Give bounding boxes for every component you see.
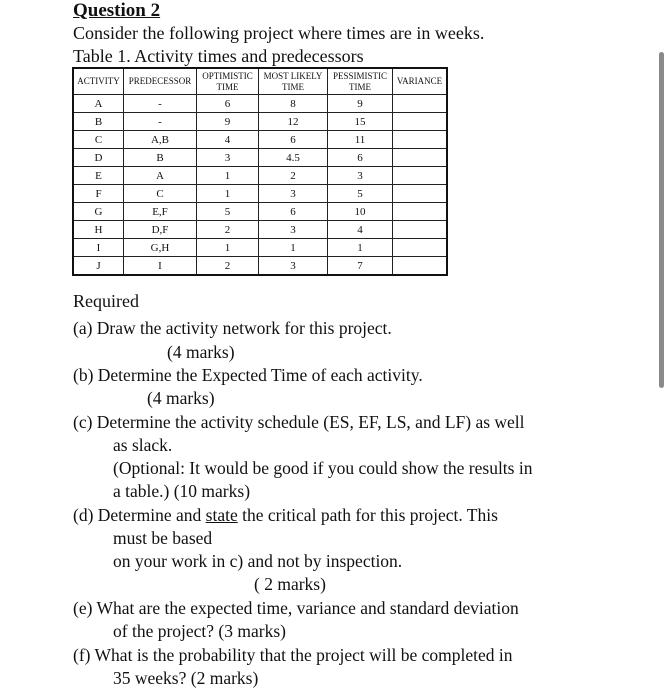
table-row — [73, 149, 447, 167]
cell-variance — [393, 185, 448, 203]
table-row — [73, 113, 447, 131]
cell-pessimistic: 7 — [328, 257, 393, 276]
cell-pessimistic: 3 — [328, 167, 393, 185]
header-variance: VARIANCE — [393, 68, 448, 95]
cell-activity: B — [73, 113, 124, 131]
cell-activity: A — [73, 95, 124, 113]
required-heading: Required — [73, 291, 139, 311]
cell-variance — [393, 221, 448, 239]
table-row — [73, 257, 447, 276]
cell-pessimistic: 10 — [328, 203, 393, 221]
table-row — [73, 239, 447, 257]
cell-predecessor: I — [124, 257, 197, 276]
activity-table — [72, 67, 448, 276]
cell-pessimistic: 11 — [328, 131, 393, 149]
cell-activity: I — [73, 239, 124, 257]
cell-activity: G — [73, 203, 124, 221]
cell-optimistic: 2 — [197, 257, 259, 276]
cell-most-likely: 6 — [259, 131, 328, 149]
table-row — [73, 185, 447, 203]
part-d-text: (d) Determine and state the critical path for this project. This — [73, 505, 498, 525]
cell-optimistic: 3 — [197, 149, 259, 167]
part-c-optional: (Optional: It would be good if you could show the results in — [113, 458, 533, 478]
table-row — [73, 221, 447, 239]
header-pessimistic: PESSIMISTIC TIME — [328, 68, 393, 95]
vertical-scrollbar[interactable] — [659, 52, 664, 388]
part-b-marks: (4 marks) — [147, 388, 215, 408]
part-e-text: (e) What are the expected time, variance and standard deviation — [73, 598, 519, 618]
cell-variance — [393, 239, 448, 257]
part-a-text: (a) Draw the activity network for this project. — [73, 318, 392, 338]
part-b-text: (b) Determine the Expected Time of each activity. — [73, 365, 423, 385]
cell-variance — [393, 95, 448, 113]
cell-predecessor: G,H — [124, 239, 197, 257]
header-activity: ACTIVITY — [73, 68, 124, 95]
cell-most-likely: 6 — [259, 203, 328, 221]
cell-predecessor: A,B — [124, 131, 197, 149]
part-c-text: (c) Determine the activity schedule (ES, EF, LS, and LF) as well — [73, 412, 525, 432]
cell-optimistic: 5 — [197, 203, 259, 221]
cell-most-likely: 3 — [259, 257, 328, 276]
cell-most-likely: 4.5 — [259, 149, 328, 167]
cell-most-likely: 8 — [259, 95, 328, 113]
cell-optimistic: 9 — [197, 113, 259, 131]
cell-activity: C — [73, 131, 124, 149]
cell-predecessor: C — [124, 185, 197, 203]
part-e-marks: of the project? (3 marks) — [113, 621, 286, 641]
cell-activity: H — [73, 221, 124, 239]
cell-most-likely: 1 — [259, 239, 328, 257]
cell-activity: F — [73, 185, 124, 203]
cell-variance — [393, 167, 448, 185]
table-header-row — [73, 68, 447, 95]
cell-optimistic: 1 — [197, 167, 259, 185]
part-f-marks: 35 weeks? (2 marks) — [113, 668, 259, 688]
cell-optimistic: 1 — [197, 185, 259, 203]
cell-variance — [393, 257, 448, 276]
cell-variance — [393, 203, 448, 221]
table-caption: Table 1. Activity times and predecessors — [73, 46, 364, 66]
cell-predecessor: D,F — [124, 221, 197, 239]
cell-most-likely: 12 — [259, 113, 328, 131]
cell-pessimistic: 4 — [328, 221, 393, 239]
cell-pessimistic: 1 — [328, 239, 393, 257]
cell-optimistic: 4 — [197, 131, 259, 149]
part-f-text: (f) What is the probability that the project will be completed in — [73, 645, 513, 665]
part-a-marks: (4 marks) — [167, 342, 235, 362]
table-row — [73, 95, 447, 113]
cell-most-likely: 2 — [259, 167, 328, 185]
cell-variance — [393, 131, 448, 149]
cell-optimistic: 6 — [197, 95, 259, 113]
part-d-text-line3: on your work in c) and not by inspection. — [113, 551, 403, 571]
part-c-text-line2: as slack. — [113, 435, 173, 455]
cell-pessimistic: 5 — [328, 185, 393, 203]
cell-variance — [393, 149, 448, 167]
cell-pessimistic: 9 — [328, 95, 393, 113]
part-d-marks: ( 2 marks) — [254, 574, 326, 594]
table-row — [73, 131, 447, 149]
question-intro: Consider the following project where times are in weeks. — [73, 23, 485, 43]
cell-predecessor: B — [124, 149, 197, 167]
cell-predecessor: - — [124, 95, 197, 113]
header-most-likely: MOST LIKELY TIME — [259, 68, 328, 95]
question-heading: Question 2 — [73, 0, 161, 21]
cell-activity: D — [73, 149, 124, 167]
cell-optimistic: 1 — [197, 239, 259, 257]
cell-pessimistic: 15 — [328, 113, 393, 131]
cell-predecessor: A — [124, 167, 197, 185]
cell-most-likely: 3 — [259, 185, 328, 203]
header-predecessor: PREDECESSOR — [124, 68, 197, 95]
cell-predecessor: E,F — [124, 203, 197, 221]
cell-activity: J — [73, 257, 124, 276]
cell-optimistic: 2 — [197, 221, 259, 239]
table-row — [73, 167, 447, 185]
cell-pessimistic: 6 — [328, 149, 393, 167]
cell-variance — [393, 113, 448, 131]
part-d-text-line2: must be based — [113, 528, 213, 548]
table-row — [73, 203, 447, 221]
header-optimistic: OPTIMISTIC TIME — [197, 68, 259, 95]
cell-most-likely: 3 — [259, 221, 328, 239]
cell-activity: E — [73, 167, 124, 185]
cell-predecessor: - — [124, 113, 197, 131]
part-c-marks: a table.) (10 marks) — [113, 481, 251, 501]
